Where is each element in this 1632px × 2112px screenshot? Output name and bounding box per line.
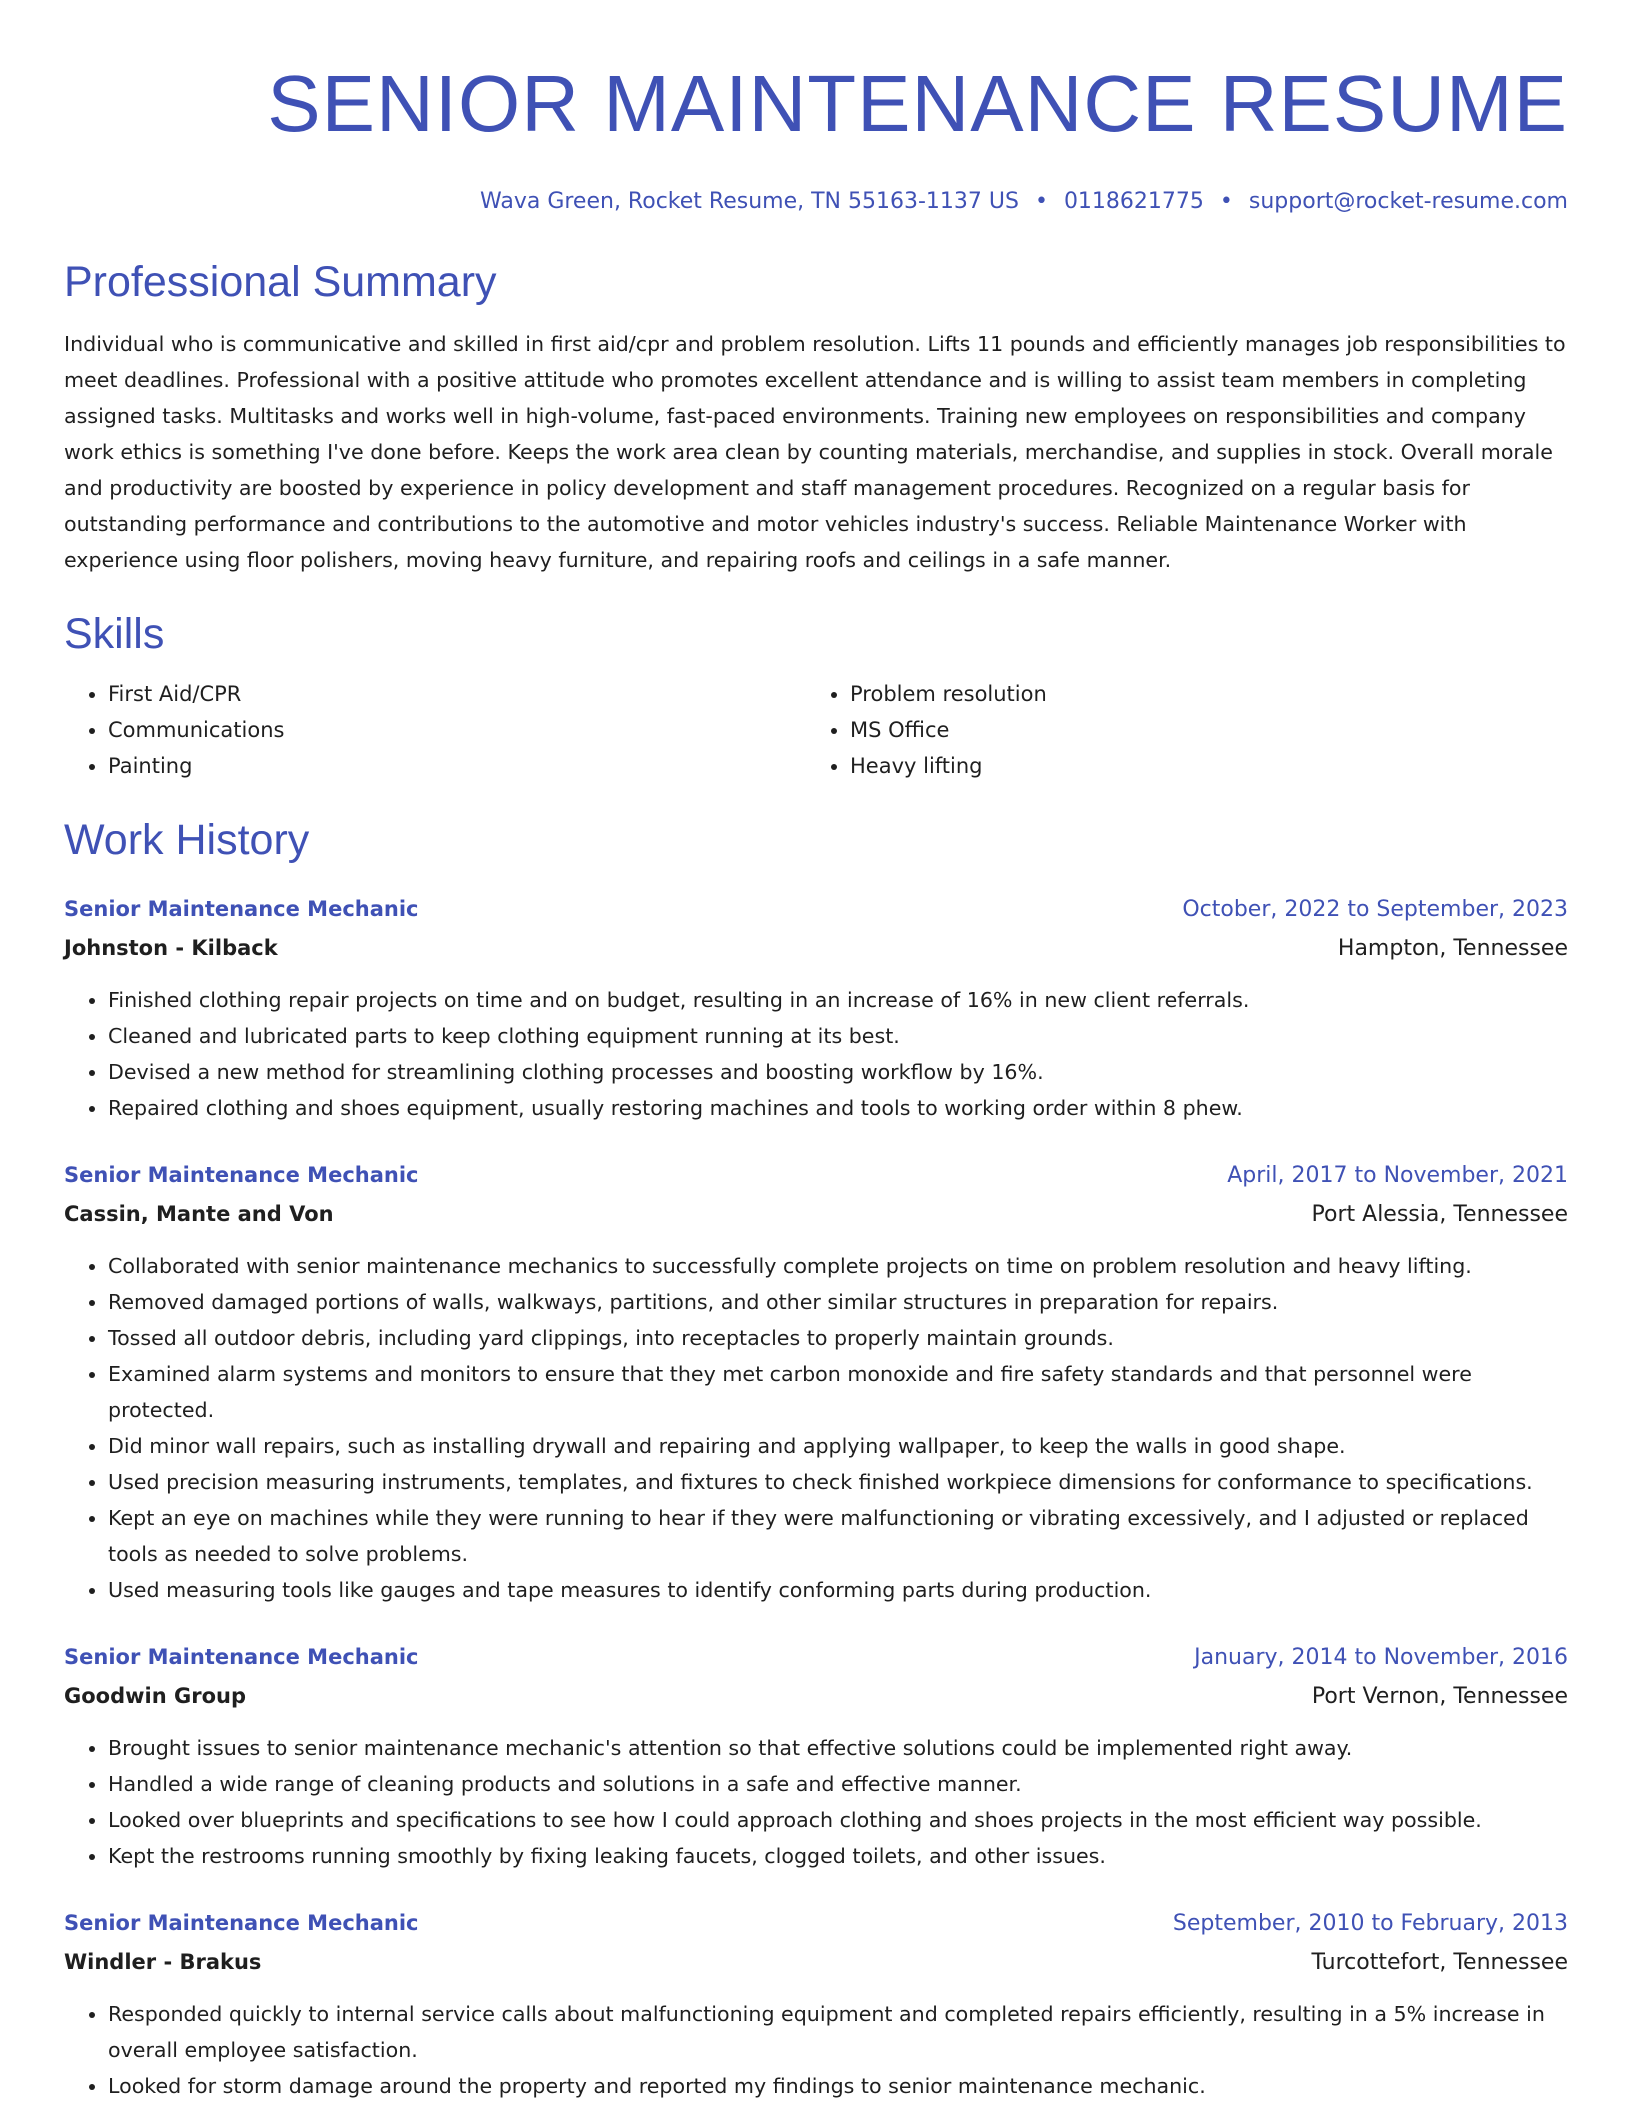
contact-phone: 0118621775 [1063,189,1204,214]
job-bullet: • Devised a new method for streamlining clothing processes and boosting workflow by 16%. [108,1054,1568,1090]
resume-page [64,0,1568,2104]
job-bullet: • Collaborated with senior maintenance mechanics to successfully complete projects on time on problem resolution and heavy lifting. [108,1248,1568,1284]
skills-grid [64,676,1568,784]
job-title: Senior Maintenance Mechanic [64,1645,419,1669]
job-bullet: • Removed damaged portions of walls, walkways, partitions, and other similar structures in preparation for repairs. [108,1284,1568,1320]
skill-item: • Painting [108,748,806,784]
job-bullet: • Cleaned and lubricated parts to keep clothing equipment running at its best. [108,1018,1568,1054]
work-history-heading: Work History [64,816,310,864]
contact-separator: • [1219,189,1233,214]
job-entry [64,1904,1568,2104]
job-company-row [64,929,1568,968]
job-bullet: • Used precision measuring instruments, templates, and fixtures to check finished workpiece dimensions for conformance to specifications. [108,1464,1568,1500]
job-dates: September, 2010 to February, 2013 [1172,1911,1568,1936]
job-company-row [64,1943,1568,1982]
job-company: Johnston - Kilback [64,936,278,960]
skill-item: • Communications [108,712,806,748]
job-bullet: • Responded quickly to internal service calls about malfunctioning equipment and completed repairs efficiently, resulting in a 5% increase in overall employee satisfaction. [108,1996,1568,2068]
skill-item: • First Aid/CPR [108,676,806,712]
job-bullet: • Kept an eye on machines while they were running to hear if they were malfunctioning or vibrating excessively, and I adjusted or replaced tools as needed to solve problems. [108,1500,1568,1572]
job-location: Port Vernon, Tennessee [1311,1684,1568,1709]
contact-address: Wava Green, Rocket Resume, TN 55163-1137 US [480,189,1019,214]
job-header-row [64,1904,1568,1943]
job-bullet: • Used measuring tools like gauges and tape measures to identify conforming parts during production. [108,1572,1568,1608]
job-title: Senior Maintenance Mechanic [64,1163,419,1187]
skill-item: • Problem resolution [850,676,1568,712]
job-title: Senior Maintenance Mechanic [64,897,419,921]
job-bullet: • Kept the restrooms running smoothly by fixing leaking faucets, clogged toilets, and other issues. [108,1838,1568,1874]
job-entry [64,1638,1568,1874]
job-entry [64,890,1568,1126]
skill-item: • MS Office [850,712,1568,748]
job-header-row [64,1156,1568,1195]
job-bullets [64,1730,1568,1874]
skills-heading: Skills [64,610,165,658]
job-dates: January, 2014 to November, 2016 [1194,1645,1568,1670]
contact-email[interactable]: support@rocket-resume.com [1248,189,1568,214]
job-entry [64,1156,1568,1608]
job-dates: October, 2022 to September, 2023 [1182,897,1568,922]
job-bullet: • Brought issues to senior maintenance mechanic's attention so that effective solutions could be implemented right away. [108,1730,1568,1766]
summary-heading: Professional Summary [64,258,497,306]
job-location: Hampton, Tennessee [1337,936,1568,961]
job-title: Senior Maintenance Mechanic [64,1911,419,1935]
resume-title: SENIOR MAINTENANCE RESUME [267,59,1568,148]
job-header-row [64,890,1568,929]
summary-text: Individual who is communicative and skilled in first aid/cpr and problem resolution. Lifts 11 pounds and efficiently manages job responsibilities to meet deadlines. Professional with a positive attitude who promotes excellent attendance and is willing to assist team members in completing assigned tasks. Multitasks and works well in high-volume, fast-paced environments. Training new employees on responsibilities and company work ethics is something I've done before. Keeps the work area clean by counting materials, merchandise, and supplies in stock. Overall morale and productivity are boosted by experience in policy development and staff management procedures. Recognized on a regular basis for outstanding performance and contributions to the automotive and motor vehicles industry's success. Reliable Maintenance Worker with experience using floor polishers, moving heavy furniture, and repairing roofs and ceilings in a safe manner. [64,332,1566,572]
job-company-row [64,1195,1568,1234]
job-bullet: • Looked for storm damage around the property and reported my findings to senior maintenance mechanic. [108,2068,1568,2104]
job-bullet: • Examined alarm systems and monitors to ensure that they met carbon monoxide and fire safety standards and that personnel were protected. [108,1356,1568,1428]
job-company-row [64,1677,1568,1716]
job-location: Port Alessia, Tennessee [1311,1202,1568,1227]
job-bullet: • Handled a wide range of cleaning products and solutions in a safe and effective manner. [108,1766,1568,1802]
contact-separator: • [1034,189,1048,214]
job-bullets [64,1996,1568,2104]
job-company: Windler - Brakus [64,1950,262,1974]
skills-list-right [806,676,1568,784]
job-company: Goodwin Group [64,1684,246,1708]
job-bullet: • Repaired clothing and shoes equipment, usually restoring machines and tools to working order within 8 phew. [108,1090,1568,1126]
job-bullets [64,1248,1568,1608]
skill-item: • Heavy lifting [850,748,1568,784]
job-bullet: • Finished clothing repair projects on time and on budget, resulting in an increase of 16% in new client referrals. [108,982,1568,1018]
job-bullet: • Looked over blueprints and specifications to see how I could approach clothing and shoes projects in the most efficient way possible. [108,1802,1568,1838]
job-company: Cassin, Mante and Von [64,1202,334,1226]
job-bullet: • Tossed all outdoor debris, including yard clippings, into receptacles to properly maintain grounds. [108,1320,1568,1356]
job-header-row [64,1638,1568,1677]
skills-list-left [64,676,806,784]
job-bullets [64,982,1568,1126]
job-dates: April, 2017 to November, 2021 [1227,1163,1568,1188]
job-bullet: • Did minor wall repairs, such as installing drywall and repairing and applying wallpaper, to keep the walls in good shape. [108,1428,1568,1464]
job-location: Turcottefort, Tennessee [1311,1950,1568,1975]
contact-line [64,188,1568,216]
